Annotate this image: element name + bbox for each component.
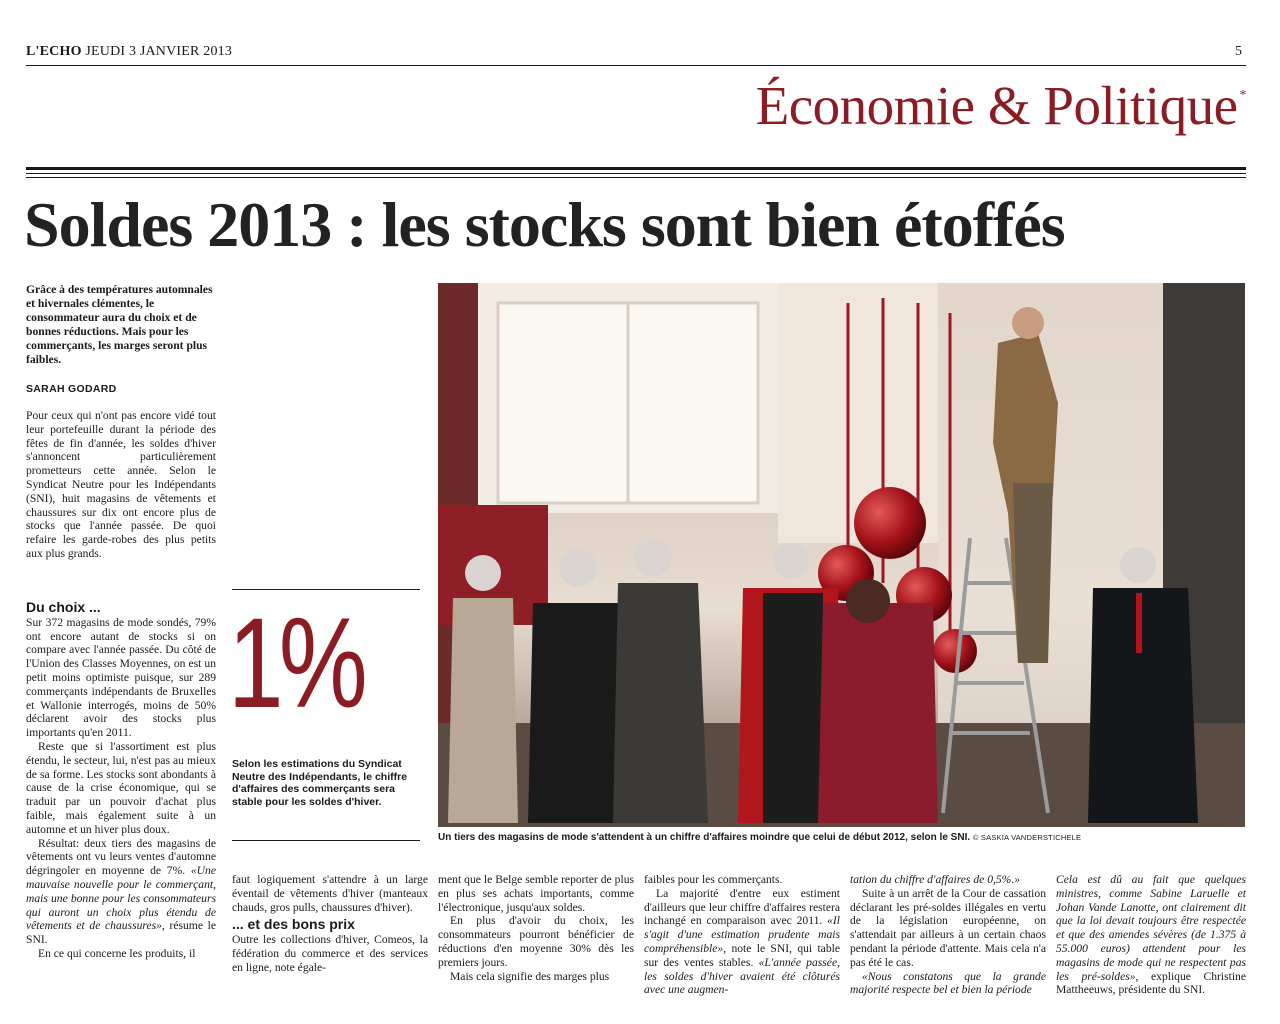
store-window-photo bbox=[438, 283, 1245, 827]
page-number: 5 bbox=[1235, 44, 1242, 59]
photo-credit: © SASKIA VANDERSTICHELE bbox=[972, 833, 1082, 842]
section-rule bbox=[26, 167, 1246, 170]
stat-caption: Selon les estimations du Syndicat Neutre des Indépendants, le chiffre d'affaires des commerçants sera stable pour les soldes d'hiver. bbox=[232, 758, 408, 808]
paragraph bbox=[1056, 873, 1246, 997]
article-column-3 bbox=[438, 873, 634, 983]
paragraph: faibles pour les commerçants. bbox=[644, 873, 783, 886]
quote: Cela est dû au fait que quelques ministres, comme Sabine Laruelle et Johan Vande Lanotte, ont clairement dit que la loi devait toujours être respectée et que des amendes sévères (de 1.375 à 55.000 euros) attendent pour les magasins de mode qui ne respectent pas les pré-soldes» bbox=[1056, 873, 1246, 983]
paragraph bbox=[26, 837, 216, 947]
section-rule bbox=[26, 177, 1246, 178]
lead-paragraph: Grâce à des températures automnales et hivernales clémentes, le consommateur aura du choix et de bonnes réductions. Mais pour les commerçants, les marges seront plus faibles. bbox=[26, 283, 213, 366]
text: , explique Christine Mattheeuws, présidente du SNI. bbox=[1056, 969, 1246, 997]
text: , résume le SNI. bbox=[26, 919, 217, 947]
headline: Soldes 2013 : les stocks sont bien étoffés bbox=[24, 189, 1065, 260]
paragraph: Sur 372 magasins de mode sondés, 79% ont encore autant de stocks si on compare avec l'année passée. Du côté de l'Union des Classes Moyennes, on est un petit moins optimiste puisque, sur 289 commerçants indépendants de Bruxelles et Wallonie interrogés, moins de 50% déclarent avoir des stocks plus importants qu'en 2011. bbox=[26, 615, 216, 740]
article-column-2 bbox=[232, 873, 428, 975]
subhead-prices: ... et des bons prix bbox=[232, 916, 355, 933]
paragraph: ment que le Belge semble reporter de plus en plus ses achats importants, comme l'électronique, jusqu'aux soldes. bbox=[438, 873, 634, 914]
paragraph bbox=[644, 887, 840, 997]
paragraph: «Nous constatons que la grande majorité respecte bel et bien la période bbox=[850, 969, 1046, 997]
intro-paragraph bbox=[26, 409, 216, 561]
section-rule bbox=[26, 173, 1246, 174]
paragraph: En plus d'avoir du choix, les consommateurs pourront bénéficier de réductions d'en moyenne 30% dès les premiers jours. bbox=[438, 914, 634, 969]
text: , note le SNI, qui table sur des ventes stables. bbox=[644, 941, 840, 969]
paragraph: En ce qui concerne les produits, il bbox=[38, 946, 196, 960]
paragraph: Suite à un arrêt de la Cour de cassation déclarant les pré-soldes illégales en vertu de la législation européenne, on s'attendait par ailleurs à un certain chaos pendant la période d'attente. Mais cela n'a pas été le cas. bbox=[850, 886, 1046, 969]
paragraph: Outre les collections d'hiver, Comeos, la fédération du commerce et des services en ligne, note égale- bbox=[232, 933, 428, 974]
paragraph: Reste que si l'assortiment est plus étendu, le secteur, lui, n'est pas au mieux de sa forme. Les stocks sont abondants à cause de la crise économique, qui se traduit par un pouvoir d'achat plus faible, mais également suite à un automne et un hiver plus doux. bbox=[26, 739, 216, 836]
paragraph: tation du chiffre d'affaires de 0,5%.» bbox=[850, 873, 1021, 886]
byline: SARAH GODARD bbox=[26, 383, 117, 395]
section-title-text: Économie & Politique bbox=[755, 75, 1238, 136]
section-mark: * bbox=[1239, 88, 1246, 103]
stat-value: 1% bbox=[228, 592, 363, 735]
store-window-illustration bbox=[438, 283, 1245, 827]
paragraph: Pour ceux qui n'ont pas encore vidé tout leur portefeuille durant la période des fêtes de fin d'année, les soldes d'hiver s'annoncent particulièrement prometteurs cette année. Selon le Syndicat Neutre pour les Indépendants (SNI), huit magasins de vêtements et chaussures sur dix ont encore plus de stocks que l'année passée. De quoi refaire les garde-robes des plus petits aux plus grands. bbox=[26, 409, 216, 560]
article-column-6 bbox=[1056, 873, 1246, 997]
section-title bbox=[756, 74, 1246, 137]
issue-date: JEUDI 3 JANVIER 2013 bbox=[85, 44, 233, 59]
stat-rule bbox=[232, 589, 420, 590]
article-column-1 bbox=[26, 597, 216, 961]
subhead-choice: Du choix ... bbox=[26, 599, 101, 615]
top-rule bbox=[26, 65, 1246, 66]
article-column-5 bbox=[850, 873, 1046, 997]
text: La majorité d'entre eux estiment d'ailleurs que leur chiffre d'affaires restera inchangé en comparaison avec 2011. bbox=[644, 886, 840, 928]
paragraph: Mais cela signifie des marges plus bbox=[450, 969, 610, 983]
paragraph: faut logiquement s'attendre à un large éventail de vêtements d'hiver (manteaux chauds, gros pulls, chaussures d'hiver). bbox=[232, 873, 428, 914]
article-column-4 bbox=[644, 873, 840, 997]
text: Résultat: deux tiers des magasins de vêtements ont vu leurs ventes d'automne dégringoler en moyenne de 7%. bbox=[26, 836, 216, 878]
masthead bbox=[26, 44, 232, 60]
quote: «Une mauvaise nouvelle pour le commerçant, mais une bonne pour les consommateurs qui auront un choix plus étendu de vêtements et de chaussures» bbox=[26, 864, 216, 933]
caption-text: Un tiers des magasins de mode s'attendent à un chiffre d'affaires moindre que celui de début 2012, selon le SNI. bbox=[438, 832, 971, 843]
quote: «Il s'agit d'une estimation prudente mais compréhensible» bbox=[644, 914, 840, 955]
quote: «L'année passée, les soldes d'hiver avaient été clôturés avec une augmen- bbox=[644, 955, 840, 997]
stat-rule bbox=[232, 840, 420, 841]
photo-caption bbox=[438, 832, 1248, 843]
paper-name: L'ECHO bbox=[26, 44, 82, 59]
